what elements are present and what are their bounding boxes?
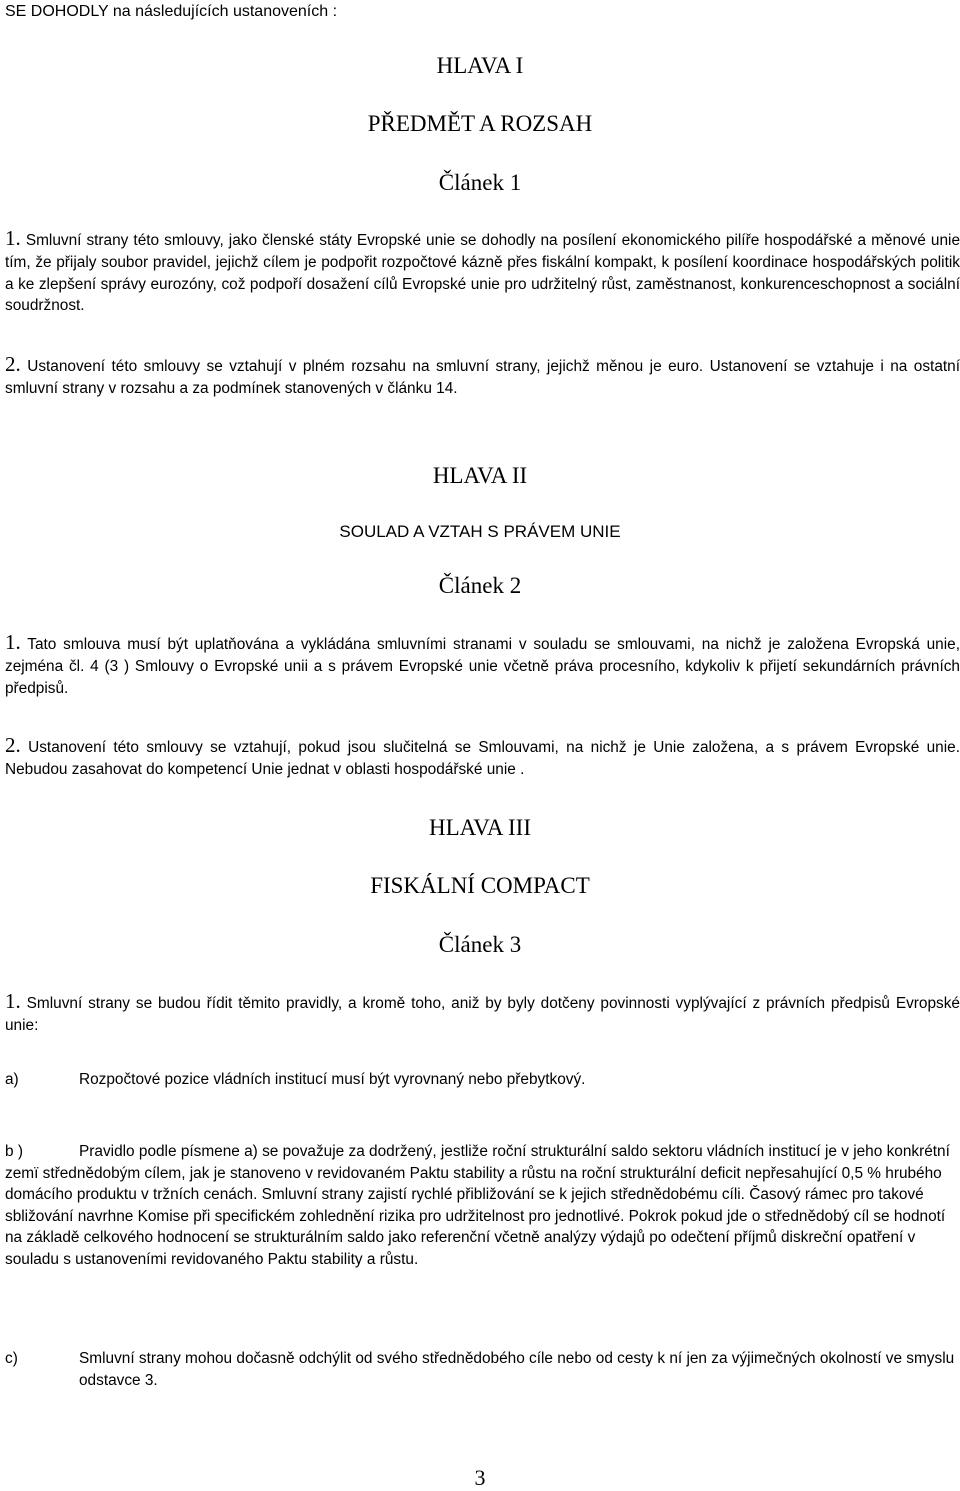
paragraph-text: Ustanovení této smlouvy se vztahují, pokud jsou slučitelná se Smlouvami, na nichž je Unie založena, a s právem Evropské unie. Nebudou zasahovat do kompetencí Unie jednat v oblasti hospodářské unie . <box>5 739 960 778</box>
paragraph-number: 2. <box>5 733 21 757</box>
item-c-text: Smluvní strany mohou dočasně odchýlit od svého střednědobého cíle nebo od cesty k ní jen za výjimečných okolností ve smyslu odstavce 3. <box>79 1350 955 1389</box>
paragraph-number: 2. <box>5 352 21 376</box>
paragraph-number: 1. <box>5 630 21 654</box>
title-1-name: PŘEDMĚT A ROZSAH <box>367 111 593 136</box>
paragraph-text: Smluvní strany této smlouvy, jako členské státy Evropské unie se dohodly na posílení ekonomického pilíře hospodářské a měnové unie tím, že přijaly soubor pravidel, jejichž cílem je podpořit rozpočtové kázně přes fiskální kompakt, k posílení koordinace hospodářských politik a ke zlepšení správy eurozóny, což podpoří dosažení cílů Evropské unie pro udržitelný růst, zaměstnanost, konkurenceschopnost a sociální soudržnost. <box>5 232 960 315</box>
page-number: 3 <box>474 1465 486 1490</box>
item-b <box>5 1141 955 1270</box>
intro-line: SE DOHODLY na následujících ustanoveních : <box>5 3 338 20</box>
paragraph-number: 1. <box>5 226 21 250</box>
article-2-paragraph-2 <box>5 735 960 781</box>
article-2-paragraph-1 <box>5 632 960 699</box>
title-3-name: FISKÁLNÍ COMPACT <box>370 873 590 898</box>
item-b-label: b ) <box>5 1143 23 1160</box>
paragraph-text: Ustanovení této smlouvy se vztahují v plném rozsahu na smluvní strany, jejichž měnou je euro. Ustanovení se vztahuje i na ostatní smluvní strany v rozsahu a za podmínek stanovených v článku 14. <box>5 358 960 397</box>
title-2-hlava: HLAVA II <box>432 463 528 488</box>
item-a-text: Rozpočtové pozice vládních institucí musí být vyrovnaný nebo přebytkový. <box>79 1071 586 1088</box>
article-2-heading: Článek 2 <box>438 573 522 598</box>
article-1-paragraph-2 <box>5 354 960 399</box>
title-3-hlava: HLAVA III <box>428 815 532 840</box>
article-3-heading: Článek 3 <box>438 932 522 957</box>
article-1-paragraph-1 <box>5 228 960 317</box>
title-1-hlava: HLAVA I <box>436 53 524 78</box>
item-b-text: Pravidlo podle písmene a) se považuje za dodržený, jestliže roční strukturální saldo sektoru vládních institucí je v jeho konkrétní zemï střednědobým cílem, jak je stanoveno v revidovaném Paktu stability a růstu na roční strukturální deficit nepřesahující 0,5 % hrubého domácího produktu v tržních cenách. Smluvní strany zajistí rychlé přibližování se k jejich střednědobému cíli. Časový rámec pro takové sbližování navrhne Komise při specifickém zohlednění rizika pro udržitelnost pro jednotlivé. Pokrok pokud jde o střednědobý cíl se hodnotí na základě celkového hodnocení se strukturálním saldo jako referenční včetně analýzy výdajů po odečtení příjmů diskreční opatření v souladu s ustanoveními revidovaného Paktu stability a růstu. <box>5 1143 950 1268</box>
article-1-heading: Článek 1 <box>438 170 522 195</box>
paragraph-text: Smluvní strany se budou řídit těmito pravidly, a kromě toho, aniž by byly dotčeny povinnosti vyplývající z právních předpisů Evropské unie: <box>5 995 960 1034</box>
item-c-label: c) <box>5 1350 18 1367</box>
title-2-name: SOULAD A VZTAH S PRÁVEM UNIE <box>339 522 621 541</box>
article-3-paragraph-1 <box>5 991 960 1037</box>
item-a-label: a) <box>5 1071 19 1088</box>
paragraph-text: Tato smlouva musí být uplatňována a vykládána smluvními stranami v souladu se smlouvami, na nichž je založena Evropská unie, zejména čl. 4 (3 ) Smlouvy o Evropské unii a s právem Evropské unie včetně práva procesního, kdykoliv k přijetí sekundárních právních předpisů. <box>5 636 960 697</box>
paragraph-number: 1. <box>5 989 21 1013</box>
